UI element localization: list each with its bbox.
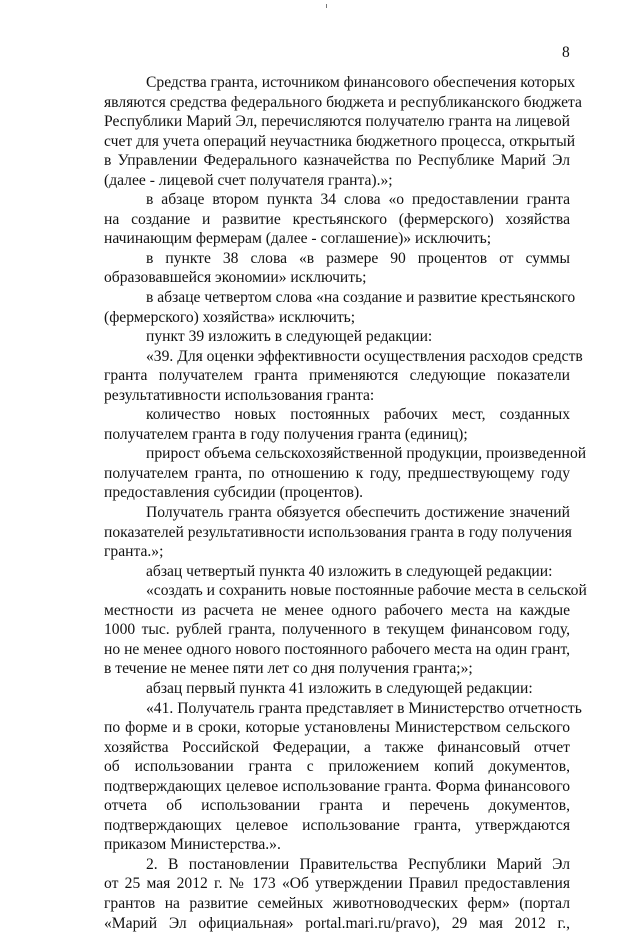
text-line: грантов на развитие семейных животноводческих ферм» (портал	[104, 894, 570, 912]
text-line: подтверждающих целевое использование гранта, утверждаются	[104, 816, 570, 834]
text-line: в абзаце четвертом слова «на создание и развитие крестьянского	[146, 289, 576, 307]
text-line: хозяйства Российской Федерации, а также финансовый отчет	[104, 738, 570, 756]
text-line: Республики Марий Эл, перечисляются получателю гранта на лицевой	[104, 113, 570, 131]
text-line: количество новых постоянных рабочих мест, созданных	[146, 406, 570, 424]
text-line: 2. В постановлении Правительства Республики Марий Эл	[146, 855, 570, 873]
text-line: абзац первый пункта 41 изложить в следующей редакции:	[146, 679, 533, 697]
text-line: счет для учета операций неучастника бюджетного процесса, открытый	[104, 132, 576, 150]
text-line: «Марий Эл официальная» portal.mari.ru/pravo), 29 мая 2012 г.,	[104, 914, 570, 932]
text-line: гранта получателем гранта применяются следующие показатели	[104, 367, 570, 385]
text-line: абзац четвертый пункта 40 изложить в следующей редакции:	[146, 562, 553, 580]
text-line: образовавшейся экономии» исключить;	[104, 269, 367, 287]
text-line: в Управлении Федерального казначейства по Республике Марий Эл	[104, 152, 570, 170]
text-line: получателем гранта, по отношению к году, предшествующему году	[104, 464, 570, 482]
text-line: (фермерского) хозяйства» исключить;	[104, 308, 356, 326]
text-line: но не менее одного нового постоянного рабочего места на один грант,	[104, 640, 570, 658]
text-line: от 25 мая 2012 г. № 173 «Об утверждении Правил предоставления	[104, 875, 570, 893]
text-line: Средства гранта, источником финансового обеспечения которых	[146, 74, 576, 91]
text-line: отчета об использовании гранта и перечень документов,	[104, 797, 570, 815]
text-line: пункт 39 изложить в следующей редакции:	[146, 328, 433, 346]
text-line: приказом Министерства.».	[104, 836, 281, 854]
text-line: результативности использования гранта:	[104, 386, 375, 404]
text-line: «создать и сохранить новые постоянные рабочие места в сельской	[146, 582, 587, 600]
text-line: в пункте 38 слова «в размере 90 процентов от суммы	[146, 249, 570, 267]
text-line: об использовании гранта с приложением копий документов,	[104, 758, 570, 776]
scan-mark	[326, 4, 327, 8]
text-line: по форме и в сроки, которые установлены Министерством сельского	[104, 719, 570, 737]
text-line: получателем гранта в году получения гранта (единиц);	[104, 425, 468, 443]
document-body	[104, 73, 587, 933]
text-line: на создание и развитие крестьянского (фермерского) хозяйства	[104, 210, 570, 228]
text-line: «39. Для оценки эффективности осуществления расходов средств	[146, 347, 583, 365]
text-line: прирост объема сельскохозяйственной продукции, произведенной	[146, 445, 587, 463]
text-line: в течение не менее пяти лет со дня получения гранта;»;	[104, 660, 473, 678]
text-line: в абзаце втором пункта 34 слова «о предоставлении гранта	[146, 191, 570, 209]
text-line: подтверждающих целевое использование гранта. Форма финансового	[104, 777, 570, 795]
text-line: «41. Получатель гранта представляет в Министерство отчетность	[146, 699, 582, 717]
text-line: начинающим фермерам (далее - соглашение)» исключить;	[104, 230, 492, 248]
text-line: Получатель гранта обязуется обеспечить достижение значений	[146, 504, 570, 522]
text-line: гранта.»;	[104, 543, 164, 561]
page-number: 8	[562, 44, 570, 61]
text-line: предоставления субсидии (процентов).	[104, 484, 364, 502]
text-line: показателей результативности использования гранта в году получения	[104, 523, 572, 541]
text-line: местности из расчета не менее одного рабочего места на каждые	[104, 601, 570, 619]
text-line: являются средства федерального бюджета и республиканского бюджета	[104, 93, 582, 111]
text-line: 1000 тыс. рублей гранта, полученного в текущем финансовом году,	[104, 621, 570, 639]
text-line: (далее - лицевой счет получателя гранта).»;	[104, 171, 393, 189]
